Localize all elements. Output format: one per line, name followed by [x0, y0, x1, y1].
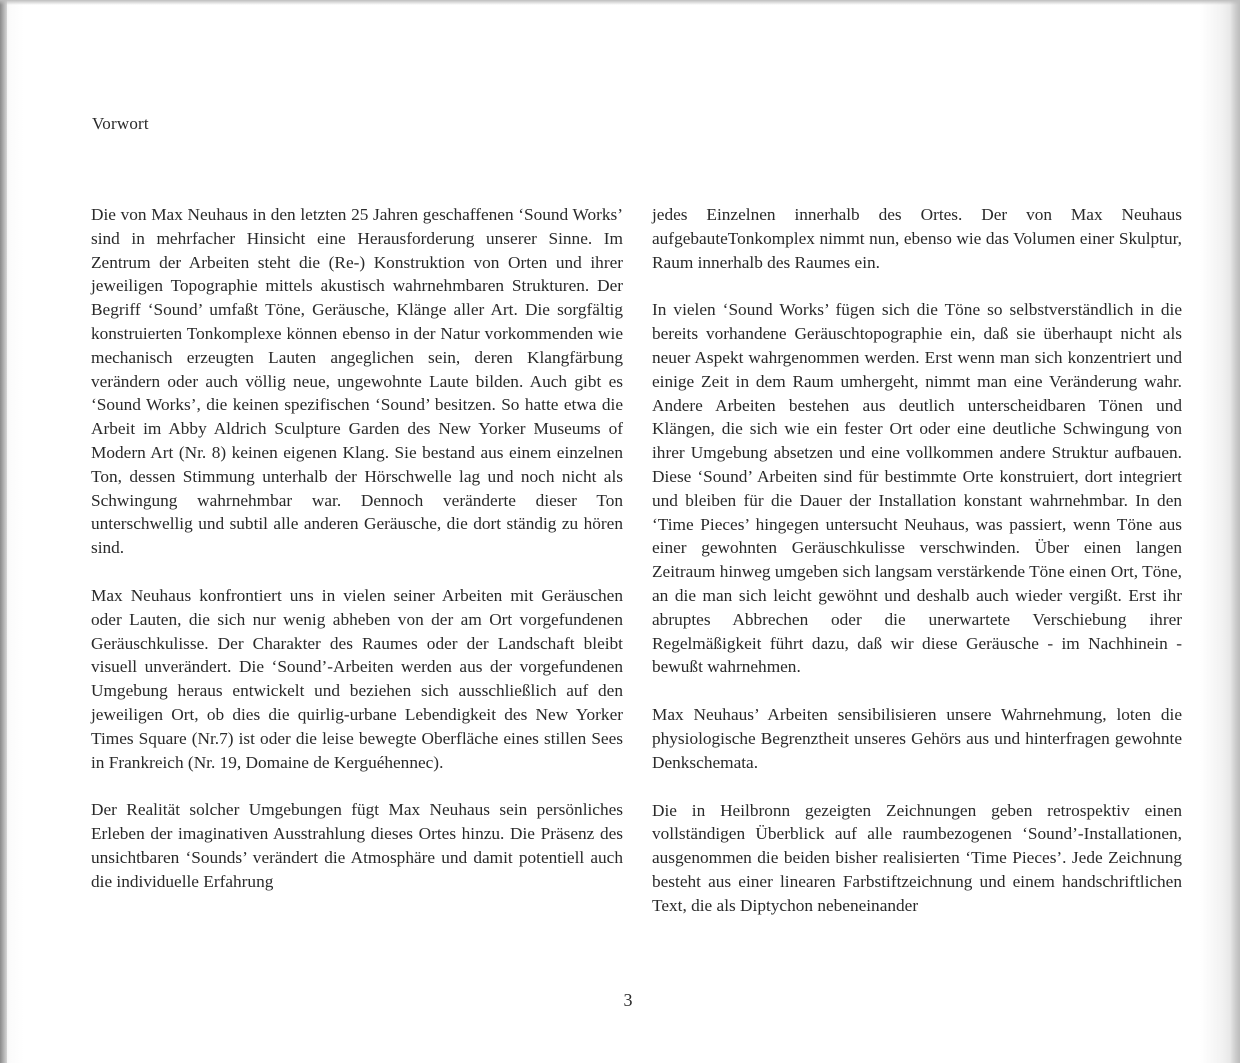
section-heading: Vorwort: [92, 114, 149, 133]
paragraph: Max Neuhaus konfrontiert uns in vielen seiner Arbeiten mit Geräuschen oder Lauten, die sich nur wenig abheben von der am Ort vorgefundenen Geräuschkulisse. Der Charakter des Raumes oder der Landschaft bleibt visuell unverändert. Die ‘Sound’-Arbeiten werden aus der vorgefundenen Umgebung heraus entwickelt und beziehen sich ausschließlich auf den jeweiligen Ort, ob dies die quirlig-urbane Lebendigkeit des New Yorker Times Square (Nr.7) ist oder die leise bewegte Oberfläche eines stillen Sees in Frankreich (Nr. 19, Domaine de Kerguéhennec).: [91, 585, 623, 772]
page-right-shadow: [1230, 0, 1240, 1063]
right-text-column: [652, 203, 1182, 942]
paragraph: jedes Einzelnen innerhalb des Ortes. Der von Max Neuhaus aufgebauteTonkomplex nimmt nun, ebenso wie das Volumen einer Skulptur, Raum innerhalb des Raumes ein.: [652, 205, 1182, 272]
paragraph: In vielen ‘Sound Works’ fügen sich die Töne so selbstverständlich in die bereits vorhandene Geräuschtopographie ein, daß sie überhaupt nicht als neuer Aspekt wahrgenommen werden. Erst wenn man sich konzentriert und einige Zeit in dem Raum umhergeht, nimmt man eine Veränderung wahr. Andere Arbeiten bestehen aus deutlich unterscheidbaren Tönen und Klängen, die sich wie ein fester Ort oder eine deutliche Schwingung von ihrer Umgebung absetzen und eine vollkommen andere Struktur aufbauen. Diese ‘Sound’ Arbeiten sind für bestimmte Orte konstruiert, dort integriert und bleiben für die Dauer der Installation konstant wahrnehmbar. In den ‘Time Pieces’ hingegen untersucht Neuhaus, was passiert, wenn Töne aus einer gewohnten Geräuschkulisse verschwinden. Über einen langen Zeitraum hinweg umgeben sich langsam verstärkende Töne einen Ort, Töne, an die man sich leicht gewöhnt und deshalb auch wieder vergißt. Erst ihr abruptes Abbrechen oder die unerwartete Verschiebung ihrer Regelmäßigkeit führt dazu, daß wir diese Geräusche - im Nachhinein - bewußt wahrnehmen.: [652, 300, 1182, 677]
paragraph: Die in Heilbronn gezeigten Zeichnungen geben retrospektiv einen vollständigen Überblick auf alle raumbezogenen ‘Sound’-Installationen, ausgenommen die beiden bisher realisierten ‘Time Pieces’. Jede Zeichnung besteht aus einer linearen Farbstiftzeichnung und einem handschriftlichen Text, die als Diptychon nebeneinander: [652, 800, 1182, 915]
left-text-column: [91, 203, 623, 918]
page-binding-shadow: [0, 0, 7, 1063]
page-number: 3: [623, 990, 633, 1010]
page-top-shadow: [0, 0, 1240, 5]
paragraph: Die von Max Neuhaus in den letzten 25 Jahren geschaffenen ‘Sound Works’ sind in mehrfacher Hinsicht eine Herausforderung unserer Sinne. Im Zentrum der Arbeiten steht die (Re-) Konstruktion von Orten und ihrer jeweiligen Topographie mittels akustisch wahrnehmbaren Strukturen. Der Begriff ‘Sound’ umfaßt Töne, Geräusche, Klänge aller Art. Die sorgfältig konstruierten Tonkomplexe können ebenso in der Natur vorkommenden wie mechanisch erzeugten Lauten angeglichen sein, deren Klangfärbung verändern oder auch völlig neue, ungewohnte Laute bilden. Auch gibt es ‘Sound Works’, die keinen spezifischen ‘Sound’ besitzen. So hatte etwa die Arbeit im Abby Aldrich Sculpture Garden des New Yorker Museums of Modern Art (Nr. 8) keinen eigenen Klang. Sie bestand aus einem einzelnen Ton, dessen Stimmung unterhalb der Hörschwelle lag und noch nicht als Schwingung wahrnehmbar war. Dennoch veränderte dieser Ton unterschwellig und subtil alle anderen Geräusche, die dort ständig zu hören sind.: [91, 205, 623, 558]
paragraph: Der Realität solcher Umgebungen fügt Max Neuhaus sein persönliches Erleben der imaginativen Ausstrahlung dieses Ortes hinzu. Die Präsenz des unsichtbaren ‘Sounds’ verändert die Atmosphäre und damit potentiell auch die individuelle Erfahrung: [91, 800, 623, 891]
paragraph: Max Neuhaus’ Arbeiten sensibilisieren unsere Wahrnehmung, loten die physiologische Begrenztheit unseres Gehörs aus und hinterfragen gewohnte Denkschemata.: [652, 705, 1182, 772]
